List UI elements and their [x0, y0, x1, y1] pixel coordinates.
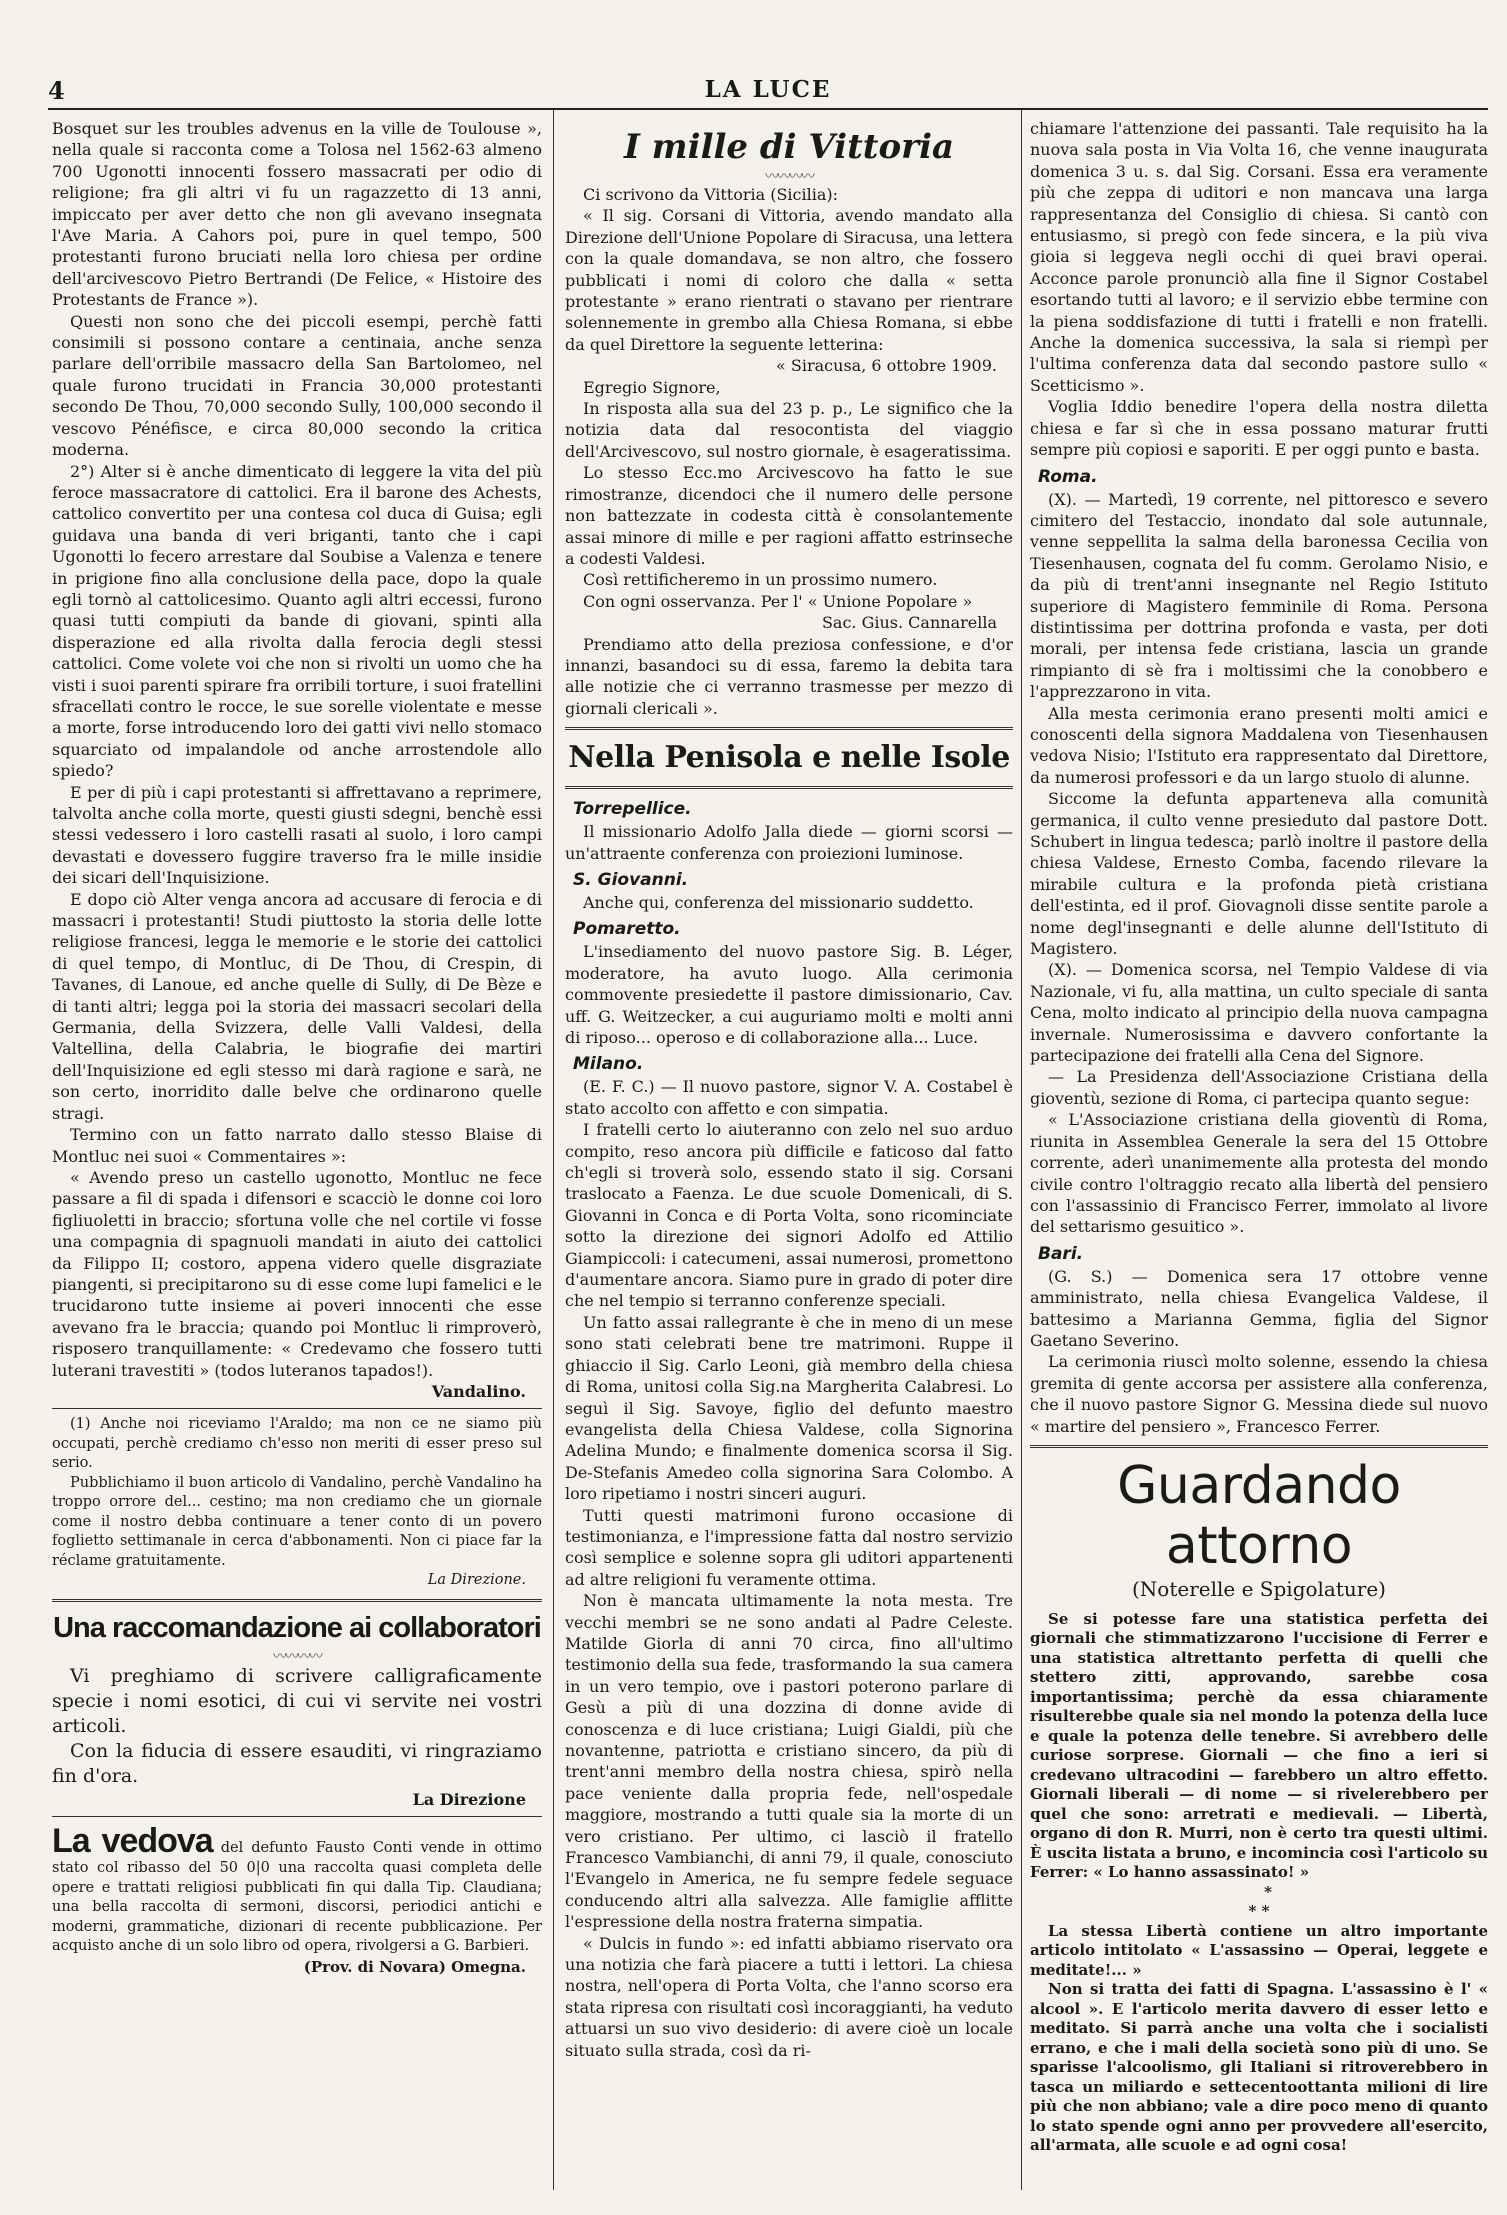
ornament-squiggle: 〰〰〰〰	[765, 169, 813, 185]
article-paragraph: La stessa Libertà contiene un altro importante articolo intitolato « L'assassino — Operai, leggete e meditate!... »	[1030, 1921, 1488, 1979]
column-1	[52, 118, 542, 2188]
divider	[565, 786, 1013, 789]
newspaper-title: LA LUCE	[704, 76, 832, 103]
letter-paragraph: Lo stesso Ecc.mo Arcivescovo ha fatto le sue rimostranze, dicendoci che il numero delle persone non battezzate in codesta città è consolantemente assai minore di mille e per ragioni affatto estrinseche a codesti Valdesi.	[565, 463, 1013, 568]
letter-date: « Siracusa, 6 ottobre 1909.	[776, 356, 997, 376]
vedova-heading: La vedova	[52, 1822, 213, 1861]
town-heading-bari: Bari.	[1038, 1243, 1084, 1264]
article-paragraph: — La Presidenza dell'Associazione Cristiana della gioventù, sezione di Roma, ci partecipa quanto segue:	[1030, 1067, 1488, 1108]
article-paragraph: Non si tratta dei fatti di Spagna. L'assassino è l' « alcool ». E l'articolo merita davvero di esser letto e meditato. Si parrà anche una volta che i socialisti errano, e che i mali della società sono più di uno. Se sparisse l'alcoolismo, gli Italiani si ritroverebbero in tasca un miliardo e settecentoottanta milioni di lire più che non abbiano; vale a dire poco meno di quanto lo stato spende ogni anno per provvedere all'esercito, all'armata, alle scuole e ad ogni cosa!	[1030, 1980, 1488, 2155]
article-paragraph: Se si potesse fare una statistica perfetta dei giornali che stimmatizzarono l'uccisione di Ferrer e una statistica altrettanto perfetta di quelli che stettero zitti, approvando, sarebbe cosa importantissima; perchè da essa chiaramente risulterebbe quale sia nel mondo la potenza della luce e quale la potenza delle tenebre. Si avrebbero delle curiose sorprese. Giornali — che fino a ieri si credevano ultracodini — farebbero un altro effetto. Giornali liberali — di nome — si rivelerebbero per quel che sono: arretrati e medievali. — Libertà, organo di don R. Murri, non è certo tra questi ultimi. È uscita listata a bruno, e incomincia così l'articolo su Ferrer: « Lo hanno assassinato! »	[1030, 1609, 1488, 1882]
vedova-address: (Prov. di Novara) Omegna.	[303, 1957, 526, 1976]
article-paragraph: 2°) Alter si è anche dimenticato di leggere la vita del più feroce massacratore di cattolici. Era il barone des Achests, cattolico convertito per una contesa col duca di Guisa; egli guidava una banda di veri briganti, tanto che i capi Ugonotti lo fecero arrestare dal Soubise a Valenza e tenere in prigione fino alla conclusione della pace, dopo la quale egli tornò al cattolicesimo. Quanto agli altri eccessi, furono quasi tutti compiuti da bande di giovani, spinti alla disperazione ed alla rivolta dalla ferocia degli stessi cattolici. Come volete voi che non si rivolti un uomo che ha visti i suoi parenti spirare fra orribili torture, i suoi fratellini sfracellati contro le rocce, le sue sorelle violentate e messe a morte, forse introducendo loro dei gatti vivi nello stomaco squarciato od impalandole od anche arrostendole allo spiedo?	[52, 461, 542, 781]
article-paragraph: « Avendo preso un castello ugonotto, Montluc ne fece passare a fil di spada i difensori e scacciò le donne coi loro figliuoletti in braccio; sfortuna volle che nel cortile vi fosse una compagnia di spagnuoli mandati in aiuto dei cattolici da Filippo II; costoro, appena videro quelle disgraziate piangenti, si precipitarono su di esse come lupi famelici e le trucidarono tutte insieme ai poveri innocenti che esse avevano fra le braccia; quando poi Montluc li rimproverò, risposero tranquillamente: « Credevamo che fossero tutti luterani travestiti » (todos luteranos tapados!).	[52, 1167, 542, 1380]
column-3	[1030, 118, 1488, 2188]
column-divider	[553, 110, 554, 2190]
raccomandazione-body	[52, 1664, 542, 1789]
article-paragraph: Questi non sono che dei piccoli esempi, perchè fatti consimili si possono contare a centinaia, anche senza parlare dell'orribile massacro della San Bartolomeo, nel quale furono trucidati in Francia 30,000 protestanti secondo De Thou, 70,000 secondo Sully, 100,000 secondo il vescovo Pénéfisce, e circa 80,000 secondo la critica moderna.	[52, 311, 542, 460]
article-paragraph: Tutti questi matrimoni furono occasione di testimonianza, e l'impressione fatta dal nostro servizio così semplice e solenne sopra gli uditori appartenenti ad altre religioni fu veramente ottima.	[565, 1505, 1013, 1589]
vedova-ad-text: del defunto Fausto Conti vende in ottimo stato col ribasso del 50 0|0 una raccolta quasi completa delle opere e trattati religiosi pubblicati fin qui dalla Tip. Claudiana; una bella raccolta di sermoni, discorsi, periodici antichi e moderni, grammatiche, dizionari di recente pubblicazione. Per acquisto anche di un solo libro od opera, rivolgersi a G. Barbieri.	[52, 1840, 542, 1955]
letter-paragraph: Così rettificheremo in un prossimo numero.	[583, 570, 938, 590]
letter-paragraph: In risposta alla sua del 23 p. p., Le significo che la notizia data dal resocontista del viaggio dell'Arcivescovo, sul nostro giornale, è esageratissima.	[565, 399, 1013, 461]
vedova-ad	[52, 1823, 542, 1957]
column-divider	[1021, 110, 1022, 2190]
article-paragraph: (G. S.) — Domenica sera 17 ottobre venne amministrato, nella chiesa Evangelica Valdese, il battesimo a Marianna Gemma, figlia del Signor Gaetano Severino.	[1030, 1266, 1488, 1350]
article-paragraph: E dopo ciò Alter venga ancora ad accusare di ferocia e di massacri i protestanti! Studi piuttosto la storia delle lotte religiose francesi, legga le memorie e le storie dei cattolici di quel tempo, di Montluc, di De Thou, di Crespin, di Tavanes, di Lanoue, ed anche quelle di Sully, di De Bèze e di tanti altri; legga poi la storia dei massacri secolari della Germania, della Svizzera, delle Valli Valdesi, della Valtellina, della Calabria, le biografie dei martiri dell'Inquisizione ed egli stesso mi darà ragione e sarà, ne son certo, inorridito dalle belve che ordinarono quelle stragi.	[52, 889, 542, 1123]
article-paragraph: « Dulcis in fundo »: ed infatti abbiamo riservato ora una notizia che farà piacere a tutti i lettori. La chiesa nostra, nell'opera di Porta Volta, che l'anno scorso era stata ripresa con risultati così incoraggianti, ha veduto attuarsi un suo vivo desiderio: di avere cioè un locale situato sulla strada, così da ri-	[565, 1933, 1013, 2060]
note-paragraph: Pubblichiamo il buon articolo di Vandalino, perchè Vandalino ha troppo orrore del... cestino; ma non crediamo che un giornale come il nostro debba continuare a tener conto di un povero foglietto settimanale in cerca d'abbonamenti. Non ci piace far la réclame gratuitamente.	[52, 1474, 542, 1569]
column-2	[565, 118, 1013, 2188]
article-paragraph: Anche qui, conferenza del missionario suddetto.	[583, 892, 974, 912]
article-paragraph: La cerimonia riuscì molto solenne, essendo la chiesa gremita di gente accorsa per assistere alla conferenza, che il nuovo pastore Signor G. Messina diede sul nuovo « martire del pensiero », Francesco Ferrer.	[1030, 1352, 1488, 1436]
article-paragraph: (X). — Martedì, 19 corrente, nel pittoresco e severo cimitero del Testaccio, inondato dal sole autunnale, venne seppellita la salma della baronessa Cecilia von Tiesenhausen, cognata del fu comm. Gerolamo Nisio, e da più di trent'anni insegnante nel Regio Istituto superiore di Magistero femminile di Roma. Persona distintissima per dottrina profonda e vasta, per doti morali, per intensa fede cristiana, lascia un grande rimpianto di sè fra i moltissimi che la conobbero e l'apprezzarono in vita.	[1030, 489, 1488, 702]
page-number: 4	[48, 76, 65, 105]
mille-heading: I mille di Vittoria	[623, 127, 955, 167]
raccomandazione-heading: Una raccomandazione ai collaboratori	[53, 1611, 541, 1644]
article-paragraph: Bosquet sur les troubles advenus en la ville de Toulouse », nella quale si racconta come a Tolosa nel 1562-63 almeno 700 Ugonotti innocenti fossero massacrati per odio di religione; fra gli altri vi fu un ragazzetto di 13 anni, impiccato per aver detto che non gli avevano insegnata l'Ave Maria. A Cahors poi, pure in quel tempo, 500 protestanti furono bruciati nella loro chiesa per ordine dell'arcivescovo Pietro Bertrandi (De Felice, « Histoire des Protestants de France »).	[52, 119, 542, 310]
ornament-stars: * * *	[1248, 1882, 1272, 1921]
article-paragraph: I fratelli certo lo aiuteranno con zelo nel suo arduo compito, reso ancora più difficile e faticoso dal fatto ch'egli si troverà solo, essendo stato il sig. Corsani traslocato a Faenza. Le due scuole Domenicali, di S. Giovanni in Conca e di Porta Volta, sono ricominciate sotto la direzione dei signori Adolfo ed Attilio Giampiccoli: i catecumeni, assai numerosi, promettono d'aumentare ancora. Siamo pure in grado di poter dire che nel tempio si terranno conferenze speciali.	[565, 1120, 1013, 1311]
masthead	[48, 76, 1488, 104]
town-heading-torrepellice: Torrepellice.	[573, 799, 692, 820]
article-paragraph: E per di più i capi protestanti si affrettavano a reprimere, talvolta anche colla morte, questi giusti sdegni, benchè essi stessi vedessero i loro castelli rasati al suolo, i loro campi devastati e dovessero fuggire traverso fra le mille insidie dei sicari dell'Inquisizione.	[52, 782, 542, 888]
town-heading-s-giovanni: S. Giovanni.	[573, 869, 689, 890]
divider	[52, 1816, 542, 1817]
article-paragraph: Siccome la defunta apparteneva alla comunità germanica, il culto venne presieduto dal pastore Dott. Schubert in lingua tedesca; parlò inoltre il pastore della chiesa Valdese, Ernesto Comba, facendo rilevare la mirabile cultura e la profonda pietà cristiana dell'estinta, ed il prof. Giovagnoli disse sentite parole a nome degl'insegnanti e delle alunne dell'Istituto di Magistero.	[1030, 789, 1488, 959]
penisola-heading: Nella Penisola e nelle Isole	[568, 740, 1010, 776]
article-paragraph: chiamare l'attenzione dei passanti. Tale requisito ha la nuova sala posta in Via Volta 16, che venne inaugurata domenica 3 u. s. dal Sig. Corsani. Essa era veramente più che zeppa di uditori e non mancava una larga rappresentanza del Consiglio di chiesa. Si cantò con entusiasmo, si pregò con fede sincera, e la più viva gioia si leggeva negli occhi di quei bravi operai. Acconce parole pronunciò alla fine il Signor Costabel esortando tutti al lavoro; e il servizio ebbe termine con la piena soddisfazione di tutti i fratelli e non fratelli. Anche la domenica successiva, la sala si riempì per l'ultima conferenza data dal secondo pastore sullo « Scetticismo ».	[1030, 119, 1488, 395]
article-paragraph: Termino con un fatto narrato dallo stesso Blaise di Montluc nei suoi « Commentaires »:	[52, 1125, 542, 1166]
note-paragraph: (1) Anche noi riceviamo l'Araldo; ma non ce ne siamo più occupati, perchè crediamo ch'esso non meriti di esser preso sul serio.	[52, 1416, 542, 1472]
article-paragraph: (X). — Domenica scorsa, nel Tempio Valdese di via Nazionale, vi fu, alla mattina, un culto speciale di santa Cena, molto indicato al principio della nuova campagna invernale. Numerosissima e davvero confortante la partecipazione dei fratelli alla Cena del Signore.	[1030, 960, 1488, 1066]
notice-paragraph: Con la fiducia di essere esauditi, vi ringraziamo fin d'ora.	[52, 1739, 542, 1787]
notice-paragraph: Vi preghiamo di scrivere calligraficamente specie i nomi esotici, di cui vi servite nei vostri articoli.	[52, 1664, 542, 1737]
town-heading-pomaretto: Pomaretto.	[573, 919, 681, 940]
divider	[52, 1408, 542, 1409]
guardando-body	[1030, 1610, 1488, 2156]
article-paragraph: Non è mancata ultimamente la nota mesta. Tre vecchi membri se ne sono andati al Padre Celeste. Matilde Giorla di anni 70 circa, fino all'ultimo testimonio della sua fede, trasformando la sua camera in un vero tempio, ove i pastori poterono parlare di Gesù a più di una dozzina di donne avide di conoscenza e di luce cristiana; Luigi Gialdi, più che novantenne, patriotta e cristiano sincero, da più di trent'anni membro della nostra chiesa, spirò nella pace veniente dalla propria fede, nell'ospedale maggiore, mostrando a tutti quale sia la morte di un vero cristiano. Per ultimo, ci lasciò il fratello Francesco Vambianchi, di anni 79, il quale, conosciuto l'Evangelo in America, ne fu sempre fedele seguace conducendo altri alla salvezza. Alle famiglie afflitte l'espressione della nostra fraterna simpatia.	[565, 1591, 1013, 1932]
article-paragraph: Prendiamo atto della preziosa confessione, e d'or innanzi, basandoci su di essa, faremo la debita tara alle notizie che ci verranno trasmesse per mezzo di giornali clericali ».	[565, 634, 1013, 718]
article-paragraph: (E. F. C.) — Il nuovo pastore, signor V. A. Costabel è stato accolto con affetto e con simpatia.	[565, 1077, 1013, 1118]
ornament-squiggle: 〰〰〰〰	[273, 1648, 321, 1665]
article-paragraph: L'insediamento del nuovo pastore Sig. B. Léger, moderatore, ha avuto luogo. Alla cerimonia commovente presiedette il pastore dimissionario, Cav. uff. G. Weitzecker, a cui auguriamo molti e molti anni di riposo... operoso e di collaborazione alla... Luce.	[565, 942, 1013, 1047]
letter-paragraph: Egregio Signore,	[583, 377, 721, 397]
article-signature: Vandalino.	[431, 1381, 526, 1401]
guardando-subheading: (Noterelle e Spigolature)	[1132, 1576, 1386, 1601]
divider	[52, 1599, 542, 1602]
notice-signature: La Direzione	[412, 1789, 526, 1809]
letter-paragraph: Con ogni osservanza. Per l' « Unione Popolare »	[583, 591, 973, 611]
divider	[565, 727, 1013, 730]
town-heading-roma: Roma.	[1038, 466, 1098, 487]
masthead-rule	[48, 108, 1488, 110]
town-heading-milano: Milano.	[573, 1054, 644, 1075]
editor-note	[52, 1415, 542, 1591]
guardando-heading: Guardando attorno	[1117, 1455, 1401, 1576]
note-signature: La Direzione.	[427, 1572, 526, 1589]
article-paragraph: « L'Associazione cristiana della gioventù di Roma, riunita in Assemblea Generale la sera del 15 Ottobre corrente, aderì unanimemente alla protesta del mondo civile contro l'oltraggio recato alla libertà del pensiero con l'assassinio di Francisco Ferrer, immolato al livore del settarismo gesuitico ».	[1030, 1110, 1488, 1237]
article-paragraph: Il missionario Adolfo Jalla diede — giorni scorsi — un'attraente conferenza con proiezioni luminose.	[565, 822, 1013, 863]
article-paragraph: Un fatto assai rallegrante è che in meno di un mese sono stati celebrati bene tre matrimoni. Ruppe il ghiaccio il Sig. Carlo Leoni, già membro della chiesa di Roma, unitosi colla Sig.na Margherita Calabresi. Lo seguì il Sig. Savoye, figlio del defunto maestro evangelista della Chiesa Valdese, colla Signorina Adelina Mundo; e finalmente domenica scorsa il Sig. De-Stefanis Amedeo colla signorina Sara Colombo. A loro ripetiamo i nostri sinceri auguri.	[565, 1312, 1013, 1504]
divider	[1030, 1445, 1488, 1448]
article-paragraph: Alla mesta cerimonia erano presenti molti amici e conoscenti della signora Maddalena von Tiesenhausen vedova Nisio; l'Istituto era rappresentato dal Direttore, da numerosi professori e da un largo stuolo di alunne.	[1030, 703, 1488, 787]
article-paragraph: « Il sig. Corsani di Vittoria, avendo mandato alla Direzione dell'Unione Popolare di Siracusa, una lettera con la quale domandava, se non altro, che fossero pubblicati i nomi di coloro che dalla « setta protestante » erano rientrati o stavano per rientrare solennemente in grembo alla Chiesa Romana, si ebbe da quel Direttore la seguente letterina:	[565, 206, 1013, 354]
article-paragraph: Ci scrivono da Vittoria (Sicilia):	[583, 185, 839, 204]
letter-signature: Sac. Gius. Cannarella	[821, 613, 997, 633]
article-paragraph: Voglia Iddio benedire l'opera della nostra diletta chiesa e far sì che in essa possano maturar frutti sempre più copiosi e saporiti. E per oggi punto e basta.	[1030, 397, 1488, 460]
